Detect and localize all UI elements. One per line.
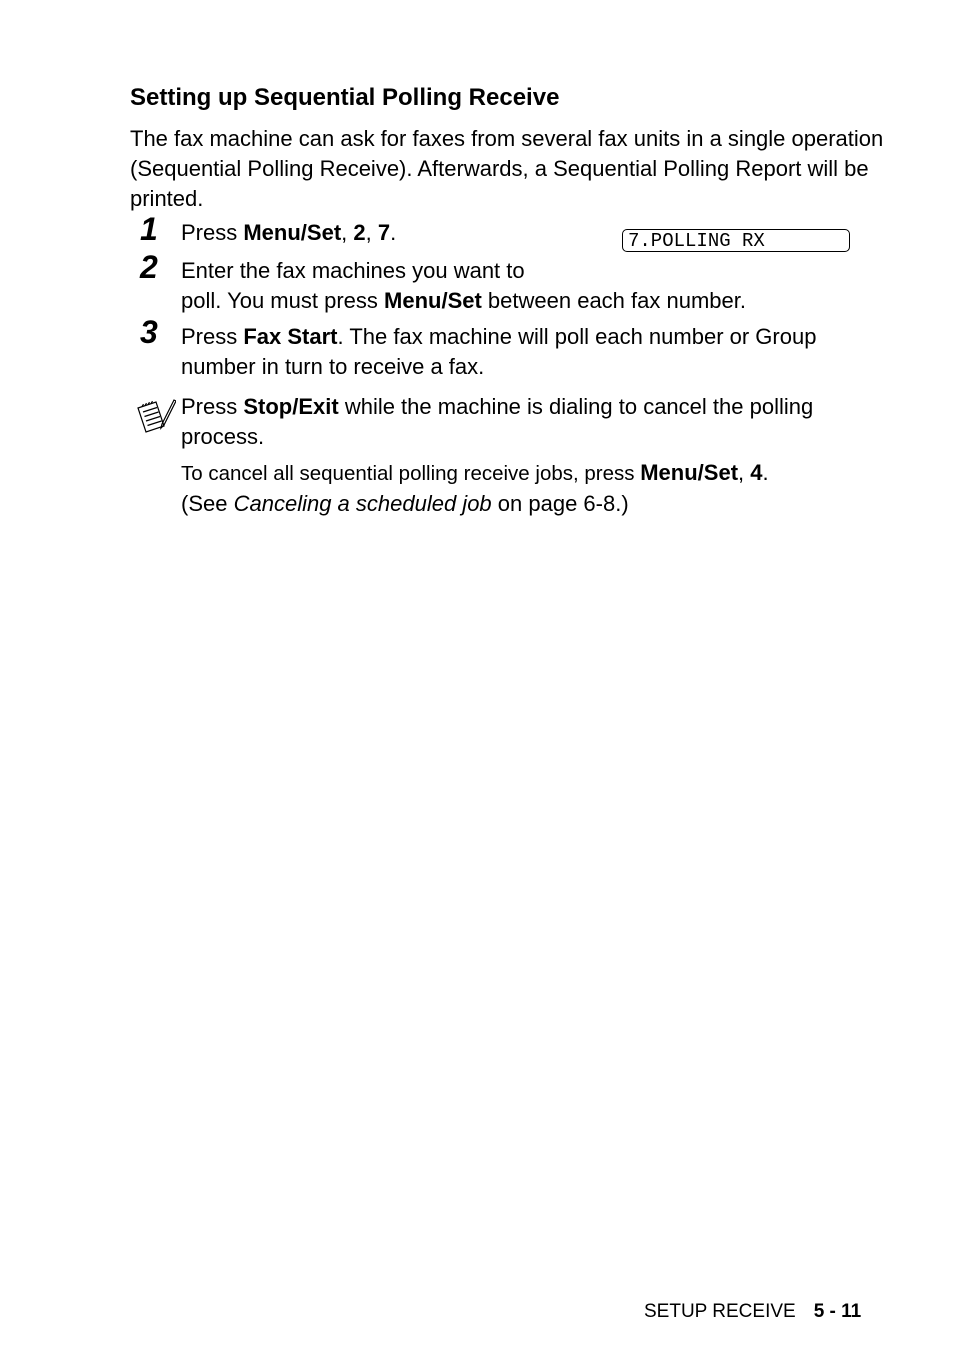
note-paragraph-2: To cancel all sequential polling receive jobs, press Menu/Set, 4. (See Canceling a scheduled job on page 6-8.): [181, 460, 769, 516]
page-footer: [644, 1300, 861, 1324]
step-2-text: Enter the fax machines you want to poll. You must press Menu/Set between each fax number.: [181, 258, 746, 313]
note-paragraph-1: Press Stop/Exit while the machine is dialing to cancel the polling process.: [181, 394, 814, 449]
footer-page-number: 5 - 11: [813, 1301, 862, 1322]
step-number-1: 1: [140, 211, 158, 247]
step-number-3: 3: [140, 314, 158, 350]
note-icon: [134, 396, 176, 438]
step-number-2: 2: [140, 249, 158, 285]
lcd-display: 7.POLLING RX: [622, 229, 850, 252]
footer-section: SETUP RECEIVE: [644, 1301, 796, 1322]
section-heading: Setting up Sequential Polling Receive: [130, 84, 560, 111]
intro-paragraph: The fax machine can ask for faxes from several fax units in a single operation (Sequential Polling Receive). Afterwards, a Sequential Polling Report will be printed.: [130, 126, 884, 211]
step-3-text: Press Fax Start. The fax machine will poll each number or Group number in turn to receive a fax.: [181, 324, 817, 379]
step-1-text: Press Menu/Set, 2, 7.: [181, 220, 397, 245]
